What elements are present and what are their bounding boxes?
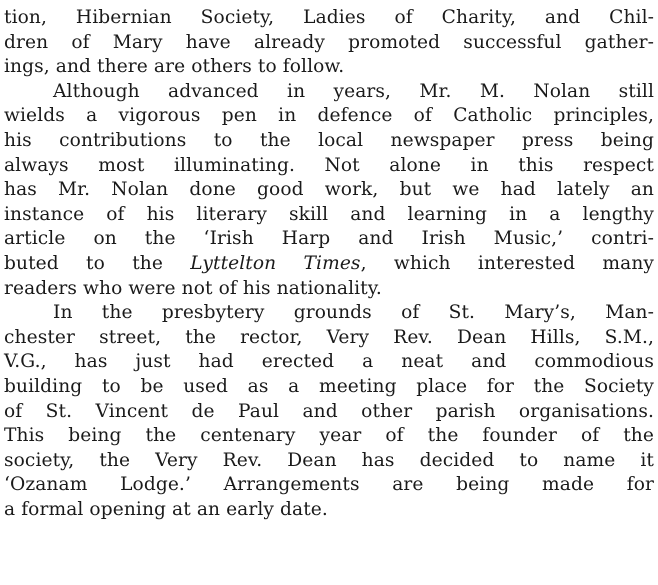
- paragraph-ozanam-lodge: [4, 301, 654, 522]
- text-line: dren of Mary have already promoted successful gather-: [4, 31, 654, 53]
- text-fragment: , which interested many: [360, 252, 655, 274]
- text-line: ‘Ozanam Lodge.’ Arrangements are being made for: [4, 474, 654, 496]
- text-line: always most illuminating. Not alone in this respect: [4, 154, 654, 176]
- paragraph-societies: [4, 6, 654, 80]
- newspaper-title: Lyttelton Times: [190, 252, 361, 274]
- text-line: his contributions to the local newspaper press being: [4, 129, 654, 151]
- text-line: In the presbytery grounds of St. Mary’s, Man-: [53, 302, 654, 324]
- text-line: ings, and there are others to follow.: [4, 56, 345, 78]
- text-line: V.G., has just had erected a neat and commodious: [4, 351, 654, 373]
- text-line: readers who were not of his nationality.: [4, 277, 382, 299]
- paragraph-nolan: [4, 80, 654, 301]
- text-line: tion, Hibernian Society, Ladies of Charity, and Chil-: [4, 7, 654, 28]
- text-line: This being the centenary year of the founder of the: [4, 425, 654, 447]
- text-line: society, the Very Rev. Dean has decided to name it: [4, 449, 654, 471]
- text-fragment: buted to the: [4, 252, 191, 274]
- text-line: article on the ‘Irish Harp and Irish Music,’ contri-: [4, 228, 654, 250]
- text-line: Although advanced in years, Mr. M. Nolan still: [53, 80, 654, 102]
- text-line: building to be used as a meeting place for the Society: [4, 375, 654, 397]
- text-line: of St. Vincent de Paul and other parish organisations.: [4, 400, 654, 422]
- text-line: chester street, the rector, Very Rev. Dean Hills, S.M.,: [4, 326, 654, 348]
- text-line: instance of his literary skill and learning in a lengthy: [4, 203, 654, 225]
- text-line-with-newspaper-title: [4, 252, 654, 277]
- text-line: has Mr. Nolan done good work, but we had lately an: [4, 179, 654, 201]
- text-line: a formal opening at an early date.: [4, 498, 328, 520]
- text-line: wields a vigorous pen in defence of Catholic principles,: [4, 105, 654, 127]
